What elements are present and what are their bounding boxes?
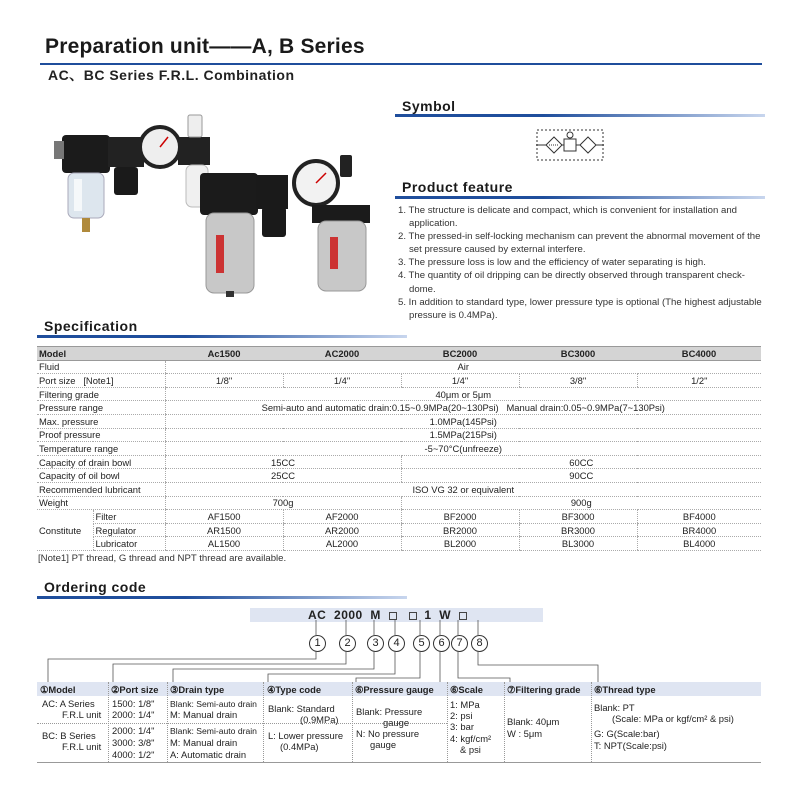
code-size: 2000 [334, 608, 363, 622]
row-label: Max. pressure [37, 414, 165, 428]
order-filter: W : 5μm [507, 728, 543, 739]
order-col-divider [167, 682, 168, 762]
order-header-gauge: ⑥Pressure gauge [355, 684, 434, 695]
row-value: 60CC [401, 455, 761, 469]
row-label: Filter [93, 510, 165, 524]
feature-item: 5. In addition to standard type, lower pressure type is optional (The highest adjustable pressure is 0.4MPa). [398, 296, 762, 321]
row-value: 3/8" [519, 374, 637, 388]
order-gauge: gauge [383, 717, 410, 728]
code-circle: 6 [433, 635, 450, 652]
row-value: 900g [401, 496, 761, 510]
order-scale: 4: kgf/cm² [450, 733, 492, 744]
row-label: Filtering grade [37, 387, 165, 401]
row-value: BR4000 [637, 523, 761, 537]
code-circle: 5 [413, 635, 430, 652]
spec-row [37, 360, 761, 374]
row-value: Semi-auto and automatic drain:0.15~0.9MPa(20~130Psi) Manual drain:0.05~0.9MPa(7~130Psi) [165, 401, 761, 415]
row-label: Proof pressure [37, 428, 165, 442]
row-value: 40μm or 5μm [165, 387, 761, 401]
spec-row [37, 387, 761, 401]
constitute-label: Constitute [37, 510, 93, 551]
symbol-rule [395, 114, 765, 117]
spec-header-cell: BC4000 [637, 347, 761, 361]
row-label: Temperature range [37, 442, 165, 456]
spec-row [37, 537, 761, 551]
row-value: BL2000 [401, 537, 519, 551]
spec-row [37, 442, 761, 456]
order-col-divider [108, 682, 109, 762]
spec-title: Specification [44, 318, 138, 334]
code-drain: M [370, 608, 381, 622]
order-drain: M: Manual drain [170, 737, 238, 748]
row-value: AF1500 [165, 510, 283, 524]
code-placeholder-box [459, 612, 467, 620]
order-col-divider [263, 682, 264, 762]
order-scale: 1: MPa [450, 699, 480, 710]
row-value: AL2000 [283, 537, 401, 551]
spec-header-cell: BC3000 [519, 347, 637, 361]
spec-row [37, 469, 761, 483]
page-title: Preparation unit——A, B Series [45, 35, 365, 58]
order-col-divider [352, 682, 353, 762]
spec-header-cell: AC2000 [283, 347, 401, 361]
code-circle: 2 [339, 635, 356, 652]
order-model-bc: BC: B Series [42, 730, 96, 741]
row-value: 700g [165, 496, 401, 510]
row-value: -5~70°C(unfreeze) [165, 442, 761, 456]
order-header-drain: ③Drain type [170, 684, 225, 695]
order-header-thread: ⑥Thread type [594, 684, 656, 695]
order-gauge: Blank: Pressure [356, 706, 423, 717]
row-value: BF4000 [637, 510, 761, 524]
order-header-type: ④Type code [267, 684, 322, 695]
row-value: AR1500 [165, 523, 283, 537]
code-circle: 7 [451, 635, 468, 652]
product-photo [40, 95, 380, 310]
code-connector-lines [0, 620, 800, 685]
spec-row [37, 374, 761, 388]
spec-row [37, 414, 761, 428]
order-thread: T: NPT(Scale:psi) [594, 740, 667, 751]
row-label: Regulator [93, 523, 165, 537]
row-value: AL1500 [165, 537, 283, 551]
order-thread: Blank: PT [594, 702, 635, 713]
order-header-scale: ⑥Scale [450, 684, 483, 695]
code-placeholder-box [409, 612, 417, 620]
row-value: BF3000 [519, 510, 637, 524]
order-gauge: N: No pressure [356, 728, 420, 739]
order-col-divider [504, 682, 505, 762]
order-port: 3000: 3/8" [112, 737, 155, 748]
row-label: Pressure range [37, 401, 165, 415]
spec-note: [Note1] PT thread, G thread and NPT thread are available. [38, 553, 287, 564]
order-scale: 2: psi [450, 710, 473, 721]
ac-unit-illustration [54, 115, 210, 232]
order-col-divider [447, 682, 448, 762]
row-value: BF2000 [401, 510, 519, 524]
order-header-filter: ⑦Filtering grade [507, 684, 581, 695]
row-value: BR2000 [401, 523, 519, 537]
order-drain: M: Manual drain [170, 709, 238, 720]
order-gauge: gauge [370, 739, 397, 750]
row-value: 1/8" [165, 374, 283, 388]
spec-header-cell: Ac1500 [165, 347, 283, 361]
row-label: Capacity of drain bowl [37, 455, 165, 469]
row-value: AR2000 [283, 523, 401, 537]
row-label: Fluid [37, 360, 165, 374]
feature-rule [395, 196, 765, 199]
code-placeholder-box [389, 612, 397, 620]
code-circle: 4 [388, 635, 405, 652]
code-series: AC [308, 608, 327, 622]
port-label: Port size [39, 374, 76, 386]
row-label: Capacity of oil bowl [37, 469, 165, 483]
spec-row [37, 455, 761, 469]
order-port: 2000: 1/4" [112, 709, 155, 720]
spec-header-row [37, 347, 761, 361]
spec-row [37, 482, 761, 496]
frl-symbol-icon [536, 128, 606, 162]
order-scale: & psi [460, 744, 481, 755]
row-value: Air [165, 360, 761, 374]
row-value: BL4000 [637, 537, 761, 551]
order-port: 2000: 1/4" [112, 725, 155, 736]
port-note: [Note1] [83, 374, 114, 386]
feature-title: Product feature [402, 179, 513, 195]
spec-row [37, 496, 761, 510]
order-type: L: Lower pressure [268, 730, 344, 741]
row-value: 1.0MPa(145Psi) [165, 414, 761, 428]
ordering-rule [37, 596, 407, 599]
code-circle: 8 [471, 635, 488, 652]
feature-list [398, 204, 768, 322]
order-model-ac-unit: F.R.L unit [62, 709, 102, 720]
feature-item: 2. The pressed-in self-locking mechanism can prevent the abnormal movement of the set pressure caused by external interfere. [398, 231, 761, 256]
row-value: BL3000 [519, 537, 637, 551]
spec-header-cell: BC2000 [401, 347, 519, 361]
row-value: AF2000 [283, 510, 401, 524]
order-type: (0.9MPa) [300, 714, 339, 725]
order-header-port: ②Port size [111, 684, 159, 695]
row-label: Lubricator [93, 537, 165, 551]
row-value: 15CC [165, 455, 401, 469]
order-filter: Blank: 40μm [507, 716, 560, 727]
order-scale: 3: bar [450, 721, 474, 732]
spec-row [37, 401, 761, 415]
order-port: 1500: 1/8" [112, 698, 155, 709]
order-type: (0.4MPa) [280, 741, 319, 752]
spec-row [37, 523, 761, 537]
symbol-title: Symbol [402, 98, 456, 114]
bc-unit-illustration [200, 155, 370, 297]
code-circle: 1 [309, 635, 326, 652]
order-drain: Blank: Semi-auto drain [170, 726, 257, 736]
page-subtitle: AC、BC Series F.R.L. Combination [48, 67, 295, 83]
spec-table [37, 346, 761, 551]
spec-row [37, 428, 761, 442]
code-filter: W [439, 608, 452, 622]
row-value: 90CC [401, 469, 761, 483]
order-thread: G: G(Scale:bar) [594, 728, 660, 739]
row-value: 1/2" [637, 374, 761, 388]
feature-item: 4. The quantity of oil dripping can be directly observed through transparent check-dome. [398, 270, 746, 295]
row-label [37, 374, 165, 388]
order-model-ac: AC: A Series [42, 698, 95, 709]
feature-item: 3. The pressure loss is low and the efficiency of water separating is high. [398, 257, 706, 269]
order-table-bottom [37, 762, 761, 763]
row-value: 25CC [165, 469, 401, 483]
row-label: Recommended lubricant [37, 482, 165, 496]
row-value: 1/4" [401, 374, 519, 388]
row-value: BR3000 [519, 523, 637, 537]
ordering-title: Ordering code [44, 579, 147, 595]
order-thread: (Scale: MPa or kgf/cm² & psi) [612, 713, 734, 724]
code-circle: 3 [367, 635, 384, 652]
spec-row [37, 510, 761, 524]
row-label: Weight [37, 496, 165, 510]
code-scale: 1 [424, 608, 432, 622]
row-value: 1.5MPa(215Psi) [165, 428, 761, 442]
row-value: ISO VG 32 or equivalent [165, 482, 761, 496]
feature-item: 1. The structure is delicate and compact, which is convenient for installation and application. [398, 205, 737, 230]
order-model-bc-unit: F.R.L unit [62, 741, 102, 752]
order-drain: A: Automatic drain [170, 749, 247, 760]
order-header-model: ①Model [40, 684, 76, 695]
row-value: 1/4" [283, 374, 401, 388]
order-type: Blank: Standard [268, 703, 335, 714]
order-port: 4000: 1/2" [112, 749, 155, 760]
spec-header-model: Model [37, 347, 165, 361]
spec-rule [37, 335, 407, 338]
order-col-divider [591, 682, 592, 762]
order-drain: Blank: Semi-auto drain [170, 699, 257, 709]
